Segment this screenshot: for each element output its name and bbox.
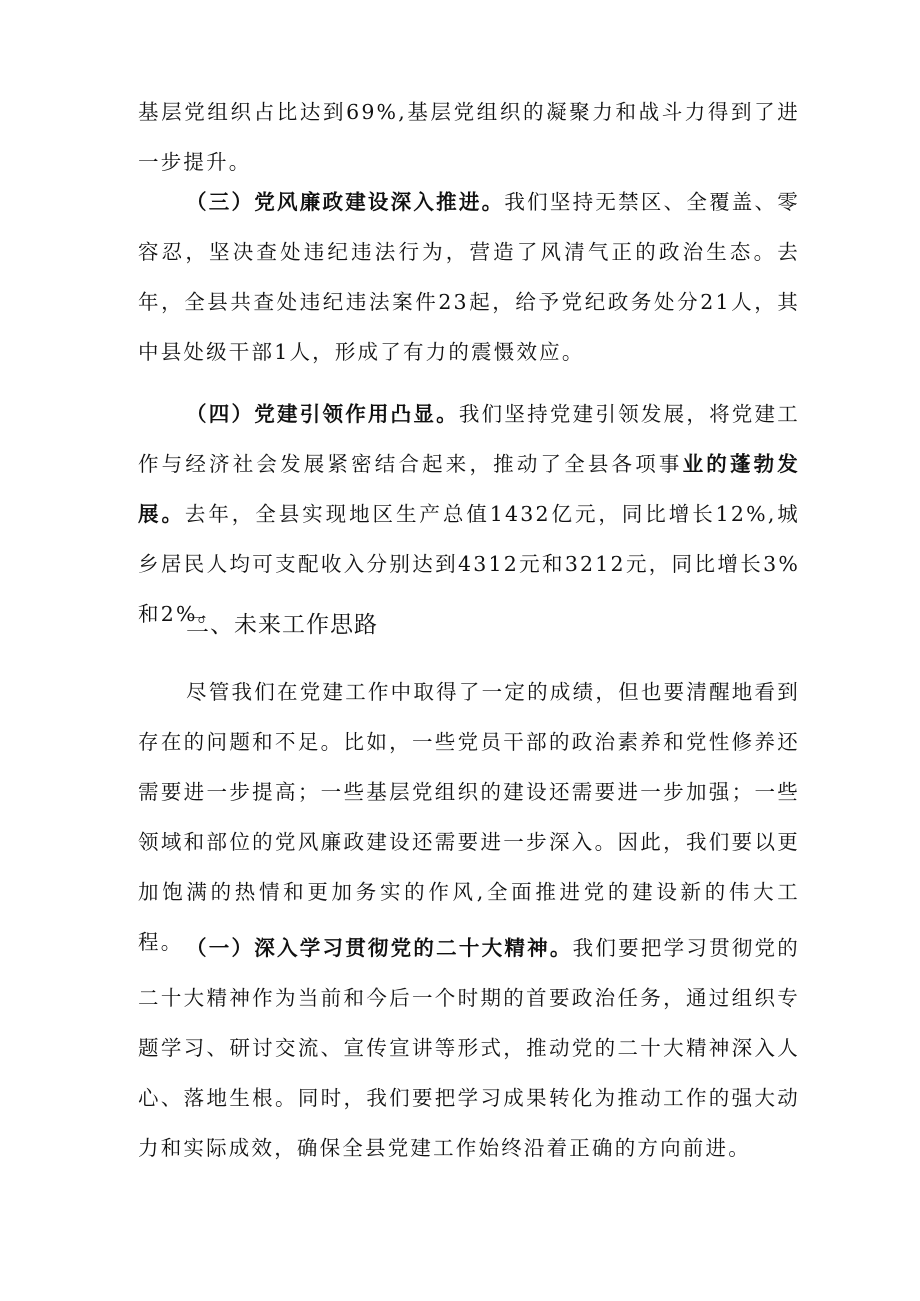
- paragraph-grassroots-ratio: [138, 87, 800, 187]
- section-lead-integrity: （三）党风廉政建设深入推进。: [186, 190, 505, 214]
- paragraph-text: 我们坚持党建引领发展，将党建工作与经济社会发展紧密结合起来，推动了全县各项事: [138, 402, 800, 476]
- section-heading-future-work: 二、未来工作思路: [186, 612, 378, 638]
- paragraph-integrity-building: [138, 177, 800, 377]
- section-lead-study: （一）深入学习贯彻党的二十大精神。: [186, 936, 573, 960]
- paragraph-study-congress: [138, 923, 800, 1173]
- paragraph-text: 尽管我们在党建工作中取得了一定的成绩，但也要清醒地看到存在的问题和不足。比如，一些党员干部的政治素养和党性修养还需要进一步提高；一些基层党组织的建设还需要进一步加强；一些领域和部位的党风廉政建设还需要进一步深入。因此，我们要以更加饱满的热情和更加务实的作风,全面推进党的建设新的伟大工程。: [138, 680, 800, 954]
- paragraph-text-continued: 去年，全县实现地区生产总值1432亿元，同比增长12%,城乡居民人均可支配收入分别达到4312元和3212元，同比增长3%和2%。: [138, 502, 800, 626]
- section-lead-leadership: （四）党建引领作用凸显。: [186, 402, 459, 426]
- bold-phrase: 业的蓬勃发展。: [138, 452, 801, 526]
- paragraph-text: 基层党组织占比达到69%,基层党组织的凝聚力和战斗力得到了进一步提升。: [138, 100, 800, 174]
- paragraph-problems: [138, 667, 800, 967]
- paragraph-text: 我们要把学习贯彻党的二十大精神作为当前和今后一个时期的首要政治任务，通过组织专题学习、研讨交流、宣传宣讲等形式，推动党的二十大精神深入人心、落地生根。同时，我们要把学习成果转化为推动工作的强大动力和实际成效，确保全县党建工作始终沿着正确的方向前进。: [138, 936, 801, 1160]
- paragraph-text: 我们坚持无禁区、全覆盖、零容忍，坚决查处违纪违法行为，营造了风清气正的政治生态。去年，全县共查处违纪违法案件23起，给予党纪政务处分21人，其中县处级干部1人，形成了有力的震慑效应。: [138, 190, 800, 364]
